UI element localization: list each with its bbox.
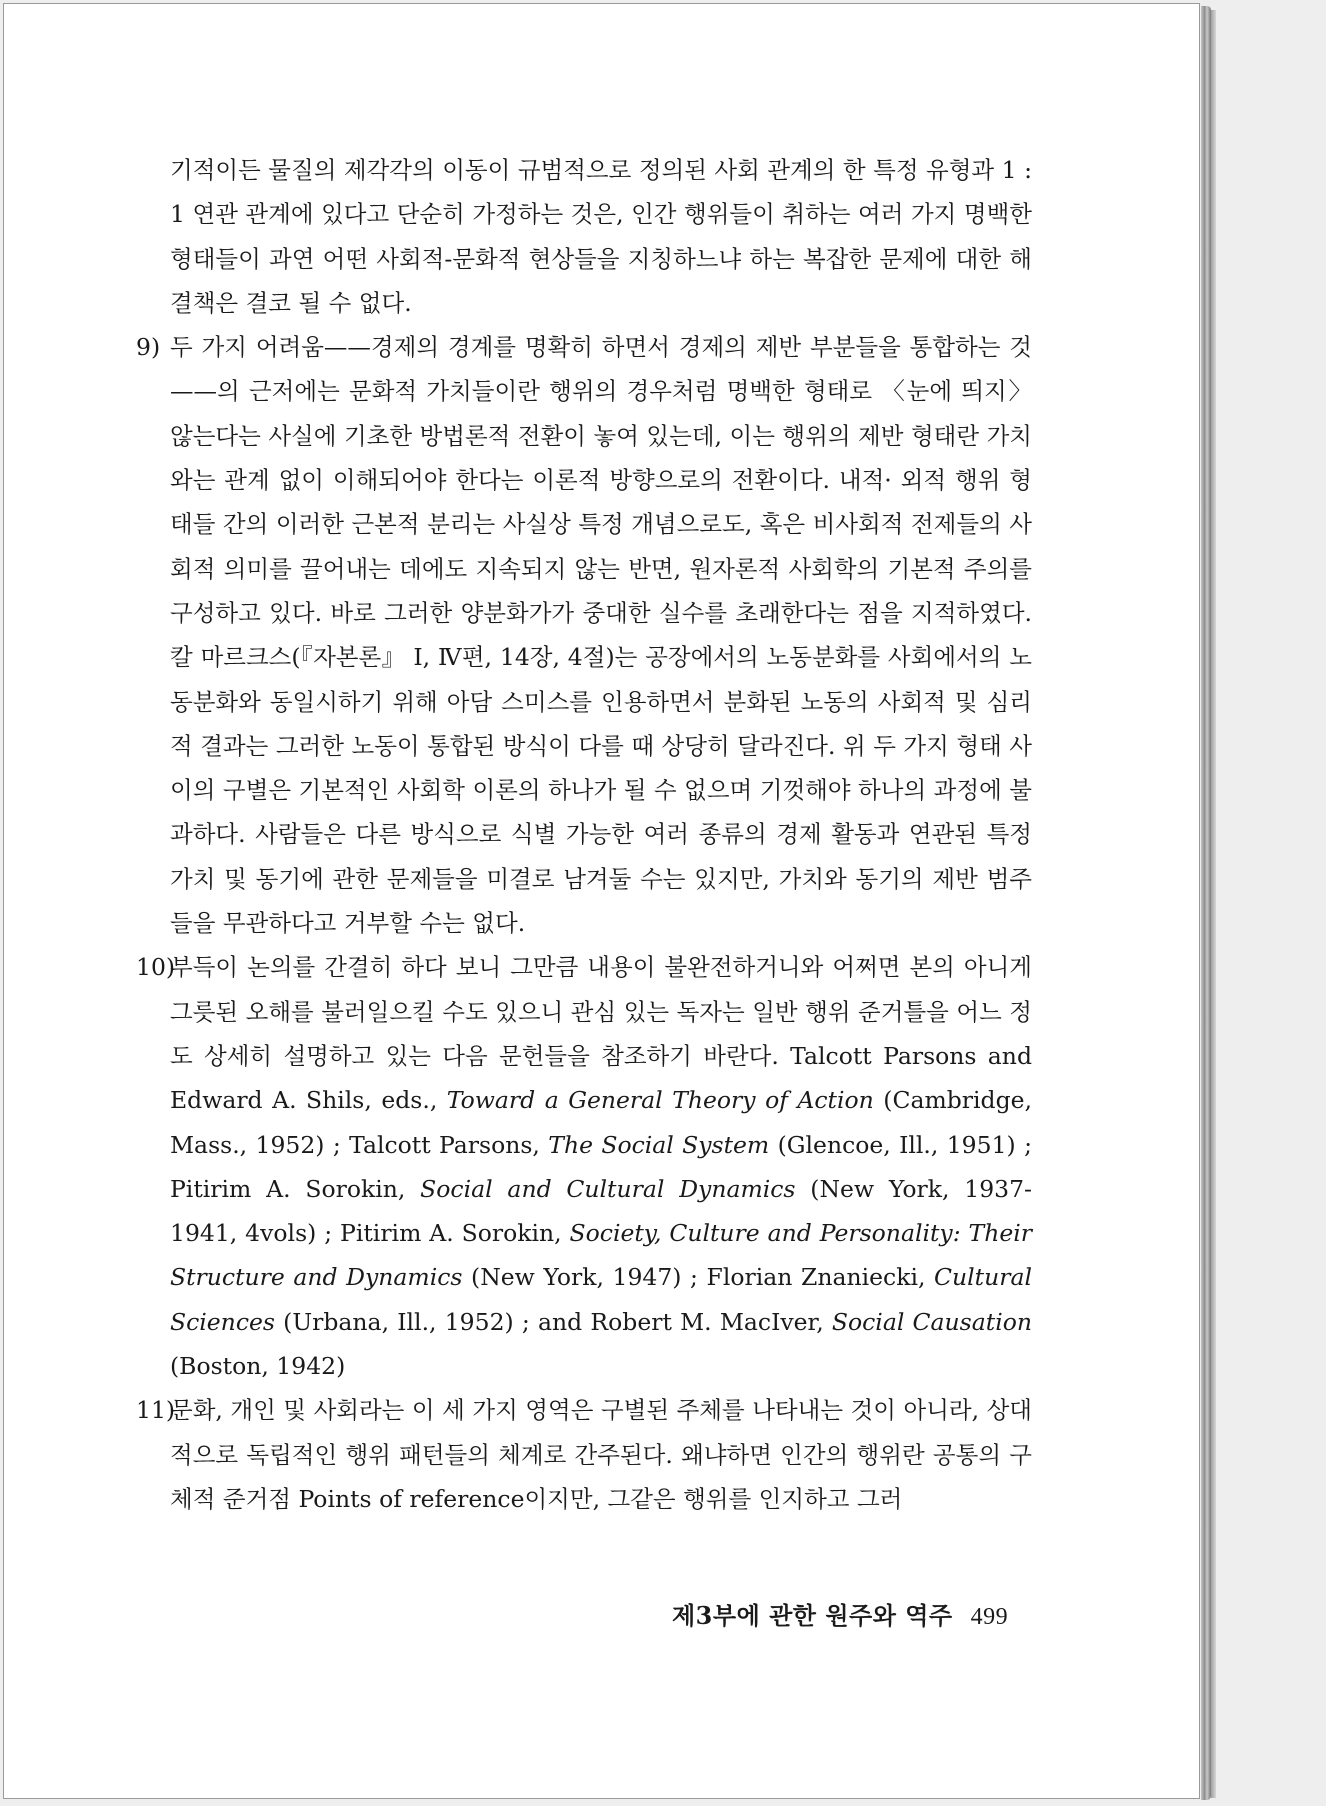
note-continuation-text: 기적이든 물질의 제각각의 이동이 규범적으로 정의된 사회 관계의 한 특정 유형과 1 : 1 연관 관계에 있다고 단순히 가정하는 것은, 인간 행위들이 취하는 여러 가지 명백한 형태들이 과연 어떤 사회적-문화적 현상들을 지칭하느냐 하는 복잡한 문제에 대한 해결책은 결코 될 수 없다. — [170, 156, 1033, 317]
note-10-text-c: (Glencoe, Ill., 1951) ; Pitirim A. Sorokin, — [170, 1130, 1032, 1203]
page-number: 499 — [970, 1604, 1009, 1630]
note-10-text-a: 부득이 논의를 간결히 하다 보니 그만큼 내용이 불완전하거니와 어쩌면 본의 아니게 그릇된 오해를 불러일으킬 수도 있으니 관심 있는 독자는 일반 행위 준거틀을 어느 정도 상세히 설명하고 있는 다음 문헌들을 참조하기 바란다. Talcott Parsons and Edward A. Shils, eds., — [170, 953, 1032, 1115]
note-10-title-4: Society, Culture and Personality: Their Structure and Dynamics — [170, 1219, 1032, 1292]
note-10-title-2: The Social System — [548, 1130, 770, 1159]
page-edge-shadow — [1211, 10, 1216, 1798]
note-10 — [136, 945, 1032, 1388]
note-11-number: 11) — [136, 1396, 176, 1425]
note-11 — [136, 1388, 1032, 1521]
note-10-text-d: (New York, 1937-1941, 4vols) ; Pitirim A. Sorokin, — [170, 1174, 1032, 1248]
note-11-text: 문화, 개인 및 사회라는 이 세 가지 영역은 구별된 주체를 나타내는 것이 아니라, 상대적으로 독립적인 행위 패턴들의 체계로 간주된다. 왜냐하면 인간의 행위란 공통의 구체적 준거점 Points of reference이지만, 그같은 행위를 인지하고 그러 — [170, 1396, 1032, 1513]
note-10-title-5: Cultural Sciences — [170, 1263, 1032, 1336]
note-10-title-3: Social and Cultural Dynamics — [420, 1174, 796, 1203]
note-10-text-g: (Boston, 1942) — [170, 1352, 346, 1381]
note-10-title-6: Social Causation — [831, 1307, 1032, 1336]
note-continuation — [140, 148, 1032, 325]
page-edge — [1201, 6, 1211, 1800]
running-footer-title: 제3부에 관한 원주와 역주 — [672, 1601, 953, 1630]
page-footer — [672, 1596, 1008, 1631]
note-10-title-1: Toward a General Theory of Action — [446, 1086, 874, 1115]
note-9-number: 9) — [136, 333, 161, 362]
notes-body — [136, 148, 1033, 1521]
note-9 — [136, 325, 1032, 945]
note-10-text-e: (New York, 1947) ; Florian Znaniecki, — [462, 1263, 935, 1292]
note-10-text-f: (Urbana, Ill., 1952) ; and Robert M. MacIver, — [274, 1307, 832, 1336]
note-10-text-b: (Cambridge, Mass., 1952) ; Talcott Parsons, — [170, 1086, 1032, 1159]
note-9-text: 두 가지 어려움——경제의 경계를 명확히 하면서 경제의 제반 부분들을 통합하는 것——의 근저에는 문화적 가치들이란 행위의 경우처럼 명백한 형태로 〈눈에 띄지〉 않는다는 사실에 기초한 방법론적 전환이 놓여 있는데, 이는 행위의 제반 형태란 가치와는 관계 없이 이해되어야 한다는 이론적 방향으로의 전환이다. 내적· 외적 행위 형태들 간의 이러한 근본적 분리는 사실상 특정 개념으로도, 혹은 비사회적 전제들의 사회적 의미를 끌어내는 데에도 지속되지 않는 반면, 원자론적 사회학의 기본적 주의를 구성하고 있다. 바로 그러한 양분화가가 중대한 실수를 초래한다는 점을 지적하였다. 칼 마르크스(『자본론』 I, Ⅳ편, 14장, 4절)는 공장에서의 노동분화를 사회에서의 노동분화와 동일시하기 위해 아담 스미스를 인용하면서 분화된 노동의 사회적 및 심리적 결과는 그러한 노동이 통합된 방식이 다를 때 상당히 달라진다. 위 두 가지 형태 사이의 구별은 기본적인 사회학 이론의 하나가 될 수 없으며 기껏해야 하나의 과정에 불과하다. 사람들은 다른 방식으로 식별 가능한 여러 종류의 경제 활동과 연관된 특정 가치 및 동기에 관한 문제들을 미결로 남겨둘 수는 있지만, 가치와 동기의 제반 범주들을 무관하다고 거부할 수는 없다. — [170, 333, 1032, 938]
note-10-number: 10) — [136, 953, 176, 982]
